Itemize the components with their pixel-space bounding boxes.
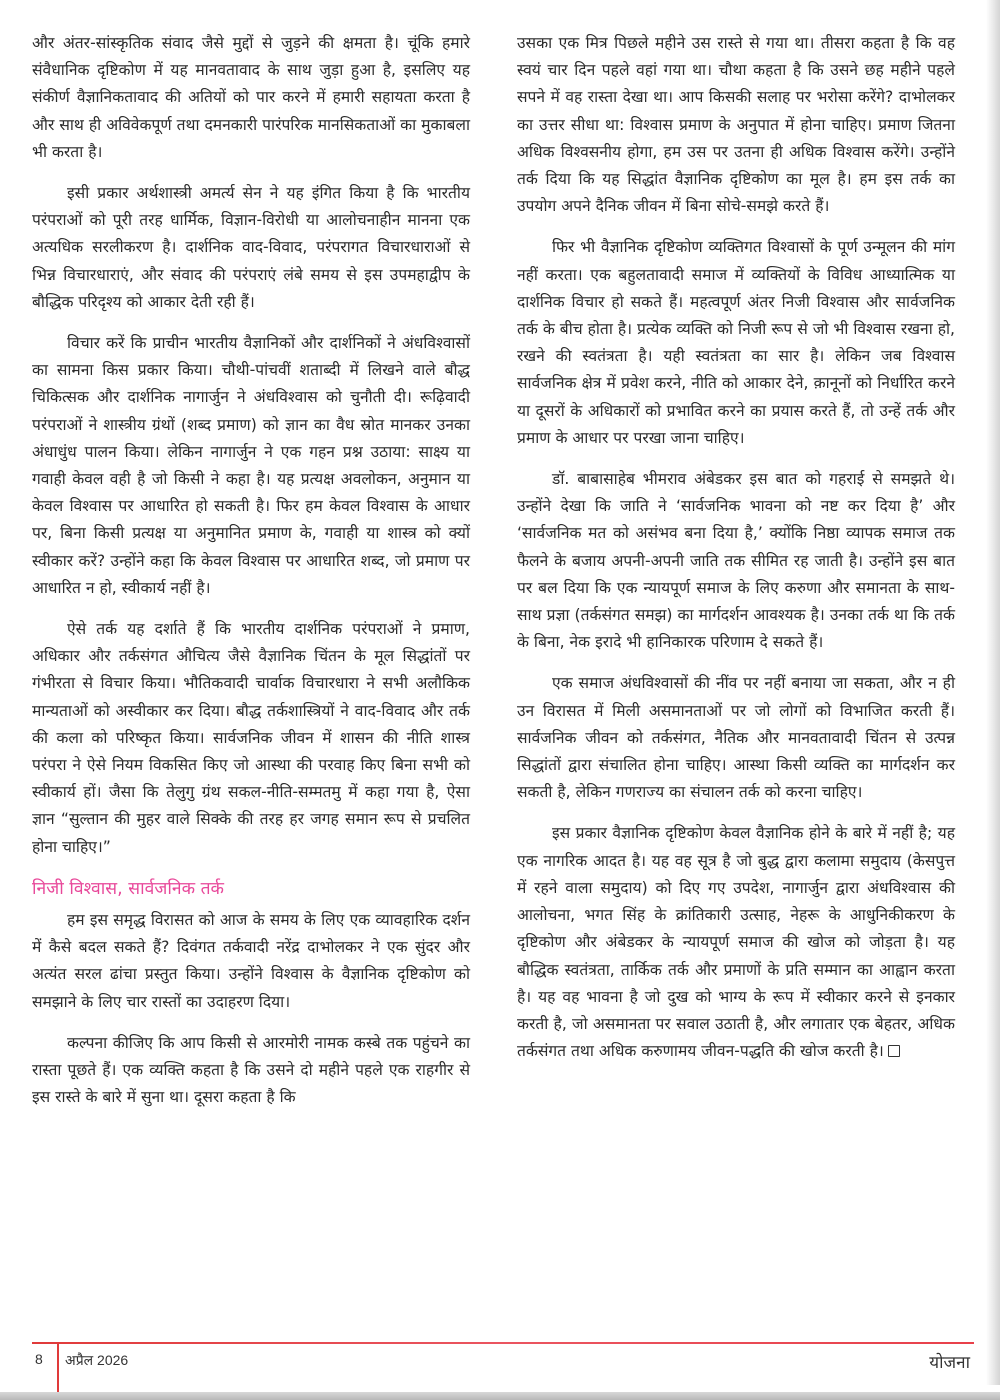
paragraph: फिर भी वैज्ञानिक दृष्टिकोण व्यक्तिगत विश्वासों के पूर्ण उन्मूलन की मांग नहीं करता। एक बहुलतावादी समाज में व्यक्तियों के विविध आध्यात्मिक या दार्शनिक विचार हो सकते हैं। महत्वपूर्ण अंतर निजी विश्वास और सार्वजनिक तर्क के बीच होता है। प्रत्येक व्यक्ति को निजी रूप से जो भी विश्वास रखना हो, रखने की स्वतंत्रता है। यही स्वतंत्रता का सार है। लेकिन जब विश्वास सार्वजनिक क्षेत्र में प्रवेश करने, नीति को आकार देने, क़ानूनों को निर्धारित करने या दूसरों के अधिकारों को प्रभावित करने का प्रयास करते हैं, तो उन्हें तर्क और प्रमाण के आधार पर परखा जाना चाहिए। xyxy=(517,238,955,447)
magazine-name: योजना xyxy=(929,1353,970,1373)
right-column xyxy=(517,30,955,1079)
paragraph: विचार करें कि प्राचीन भारतीय वैज्ञानिकों और दार्शनिकों ने अंधविश्वासों का सामना किस प्रकार किया। चौथी-पांचवीं शताब्दी में लिखने वाले बौद्ध चिकित्सक और दार्शनिक नागार्जुन ने अंधविश्वास को चुनौती दी। रूढ़िवादी परंपराओं ने शास्त्रीय ग्रंथों (शब्द प्रमाण) को ज्ञान का वैध स्रोत मानकर उनका अंधाधुंध पालन किया। लेकिन नागार्जुन ने एक गहन प्रश्न उठाया: साक्ष्य या गवाही केवल वही है जो किसी ने कहा है। यह प्रत्यक्ष अवलोकन, अनुमान या केवल विश्वास पर आधारित हो सकती है। फिर हम केवल विश्वास के आधार पर, बिना किसी प्रत्यक्ष या अनुमानित प्रमाण के, गवाही या शास्त्र को क्यों स्वीकार करें? उन्होंने कहा कि केवल विश्वास पर आधारित शब्द, जो प्रमाण पर आधारित न हो, स्वीकार्य नहीं है। xyxy=(32,334,470,597)
paragraph: ऐसे तर्क यह दर्शाते हैं कि भारतीय दार्शनिक परंपराओं ने प्रमाण, अधिकार और तर्कसंगत औचित्य जैसे वैज्ञानिक चिंतन के मूल सिद्धांतों पर गंभीरता से विचार किया। भौतिकवादी चार्वाक विचारधारा ने सभी अलौकिक मान्यताओं को अस्वीकार कर दिया। बौद्ध तर्कशास्त्रियों ने वाद-विवाद और तर्क की कला को परिष्कृत किया। सार्वजनिक जीवन में शासन की नीति शास्त्र परंपरा ने ऐसे नियम विकसित किए जो आस्था की परवाह किए बिना सभी को स्वीकार्य हों। जैसा कि तेलुगु ग्रंथ सकल-नीति-सम्मतमु में कहा गया है, ऐसा ज्ञान “सुल्तान की मुहर वाले सिक्के की तरह हर जगह समान रूप से प्रचलित होना चाहिए।” xyxy=(32,620,470,856)
footer-divider xyxy=(57,1342,59,1392)
section-heading: निजी विश्वास, सार्वजनिक तर्क xyxy=(32,878,224,899)
paragraph: कल्पना कीजिए कि आप किसी से आरमोरी नामक कस्बे तक पहुंचने का रास्ता पूछते हैं। एक व्यक्ति कहता है कि उसने दो महीने पहले एक राहगीर से इस रास्ते के बारे में सुना था। दूसरा कहता है कि xyxy=(32,1033,470,1107)
issue-date: अप्रैल 2026 xyxy=(65,1352,129,1368)
footer-rule xyxy=(32,1342,974,1344)
page-number: 8 xyxy=(35,1351,43,1367)
paragraph: उसका एक मित्र पिछले महीने उस रास्ते से गया था। तीसरा कहता है कि वह स्वयं चार दिन पहले वहां गया था। चौथा कहता है कि उसने छह महीने पहले सपने में वह रास्ता देखा था। आप किसकी सलाह पर भरोसा करेंगे? दाभोलकर का उत्तर सीधा था: विश्वास प्रमाण के अनुपात में होना चाहिए। प्रमाण जितना अधिक विश्वसनीय होगा, हम उस पर उतना ही अधिक विश्वास करेंगे। उन्होंने तर्क दिया कि यह सिद्धांत वैज्ञानिक दृष्टिकोण का मूल है। हम इस तर्क का उपयोग अपने दैनिक जीवन में बिना सोचे-समझे करते हैं। xyxy=(517,34,955,216)
scan-bottom-edge xyxy=(0,1392,1000,1400)
page-binding-edge xyxy=(986,0,1000,1385)
paragraph: इसी प्रकार अर्थशास्त्री अमर्त्य सेन ने यह इंगित किया है कि भारतीय परंपराओं को पूरी तरह धार्मिक, विज्ञान-विरोधी या आलोचनाहीन मानना एक अत्यधिक सरलीकरण है। दार्शनिक वाद-विवाद, परंपरागत विचारधाराओं से भिन्न विचारधाराएं, और संवाद की परंपराएं लंबे समय से इस उपमहाद्वीप के बौद्धिक परिदृश्य को आकार देती रही हैं। xyxy=(32,184,470,311)
end-of-article-square-icon xyxy=(888,1045,900,1057)
left-column xyxy=(32,30,470,1125)
final-paragraph xyxy=(517,820,955,1065)
paragraph-text: इस प्रकार वैज्ञानिक दृष्टिकोण केवल वैज्ञानिक होने के बारे में नहीं है; यह एक नागरिक आदत है। यह वह सूत्र है जो बुद्ध द्वारा कलामा समुदाय (केसपुत्त में रहने वाला समुदाय) को दिए गए उपदेश, नागार्जुन द्वारा अंधविश्वास की आलोचना, भगत सिंह के क्रांतिकारी उत्साह, नेहरू के आधुनिकीकरण के दृष्टिकोण और अंबेडकर के न्यायपूर्ण समाज की खोज को जोड़ता है। यह बौद्धिक स्वतंत्रता, तार्किक तर्क और प्रमाणों के प्रति सम्मान का आह्वान करता है। यह वह भावना है जो दुख को भाग्य के रूप में स्वीकार करने से इनकार करती है, जो असमानता पर सवाल उठाती है, और लगातार एक बेहतर, अधिक तर्कसंगत तथा अधिक करुणामय जीवन-पद्धति की खोज करती है। xyxy=(517,824,955,1061)
paragraph: हम इस समृद्ध विरासत को आज के समय के लिए एक व्यावहारिक दर्शन में कैसे बदल सकते हैं? दिवंगत तर्कवादी नरेंद्र दाभोलकर ने एक सुंदर और अत्यंत सरल ढांचा प्रस्तुत किया। उन्होंने विश्वास के वैज्ञानिक दृष्टिकोण को समझाने के लिए चार रास्तों का उदाहरण दिया। xyxy=(32,910,470,1011)
paragraph: डॉ. बाबासाहेब भीमराव अंबेडकर इस बात को गहराई से समझते थे। उन्होंने देखा कि जाति ने ‘सार्वजनिक भावना को नष्ट कर दिया है’ और ‘सार्वजनिक मत को असंभव बना दिया है,’ क्योंकि निष्ठा व्यापक समाज तक फैलने के बजाय अपनी-अपनी जाति तक सीमित रह जाती है। उन्होंने इस बात पर बल दिया कि एक न्यायपूर्ण समाज के लिए करुणा और समानता के साथ-साथ प्रज्ञा (तर्कसंगत समझ) का मार्गदर्शन आवश्यक है। उनका तर्क था कि तर्क के बिना, नेक इरादे भी हानिकारक परिणाम दे सकते हैं। xyxy=(517,470,955,652)
paragraph: और अंतर-सांस्कृतिक संवाद जैसे मुद्दों से जुड़ने की क्षमता है। चूंकि हमारे संवैधानिक दृष्टिकोण में यह मानवतावाद के साथ जुड़ा हुआ है, इसलिए यह संकीर्ण वैज्ञानिकतावाद की अतियों को पार करने में हमारी सहायता करता है और साथ ही अविवेकपूर्ण तथा दमनकारी पारंपरिक मानसिकताओं का मुकाबला भी करता है। xyxy=(32,34,470,161)
paragraph: एक समाज अंधविश्वासों की नींव पर नहीं बनाया जा सकता, और न ही उन विरासत में मिली असमानताओं पर जो लोगों को विभाजित करती हैं। सार्वजनिक जीवन को तर्कसंगत, नैतिक और मानवतावादी चिंतन से उत्पन्न सिद्धांतों द्वारा संचालित होना चाहिए। आस्था किसी व्यक्ति का मार्गदर्शन कर सकती है, लेकिन गणराज्य का संचालन तर्क को करना चाहिए। xyxy=(517,674,955,802)
